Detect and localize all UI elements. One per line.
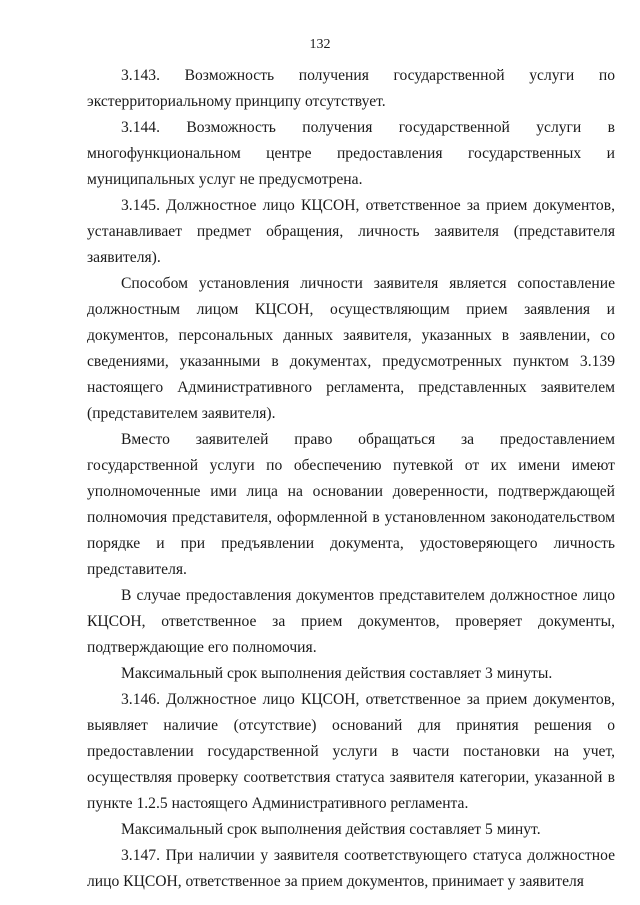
paragraph-3-147: 3.147. При наличии у заявителя соответствующего статуса должностное лицо КЦСОН, ответственное за прием документов, принимает у заявителя [87, 847, 615, 890]
paragraph-max-time-5-min: Максимальный срок выполнения действия составляет 5 минут. [121, 821, 541, 838]
paragraph-max-time-3-min: Максимальный срок выполнения действия составляет 3 минуты. [121, 665, 553, 682]
paragraph-3-145: 3.145. Должностное лицо КЦСОН, ответственное за прием документов, устанавливает предмет обращения, личность заявителя (представителя заявителя). [87, 197, 615, 266]
paragraph-3-143: 3.143. Возможность получения государственной услуги по экстерриториальному принципу отсутствует. [87, 67, 615, 110]
paragraph-representative-check: В случае предоставления документов представителем должностное лицо КЦСОН, ответственное за прием документов, проверяет документы, подтверждающие его полномочия. [87, 587, 615, 656]
paragraph-identity-method: Способом установления личности заявителя является сопоставление должностным лицом КЦСОН, осуществляющим прием заявления и документов, персональных данных заявителя, указанных в заявлении, со сведениями, указанными в документах, предусмотренных пунктом 3.139 настоящего Административного регламента, представленных заявителем (представителем заявителя). [87, 275, 615, 422]
paragraph-3-144: 3.144. Возможность получения государственной услуги в многофункциональном центре предоставления государственных и муниципальных услуг не предусмотрена. [87, 119, 615, 188]
paragraph-representatives: Вместо заявителей право обращаться за предоставлением государственной услуги по обеспечению путевкой от их имени имеют уполномоченные ими лица на основании доверенности, подтверждающей полномочия представителя, оформленной в установленном законодательством порядке и при предъявлении документа, удостоверяющего личность представителя. [87, 431, 615, 578]
paragraph-3-146: 3.146. Должностное лицо КЦСОН, ответственное за прием документов, выявляет наличие (отсутствие) оснований для принятия решения о предоставлении государственной услуги в части постановки на учет, осуществляя проверку соответствия статуса заявителя категории, указанной в пункте 1.2.5 настоящего Административного регламента. [87, 691, 615, 812]
document-body [87, 63, 615, 895]
page-number: 132 [309, 37, 331, 52]
